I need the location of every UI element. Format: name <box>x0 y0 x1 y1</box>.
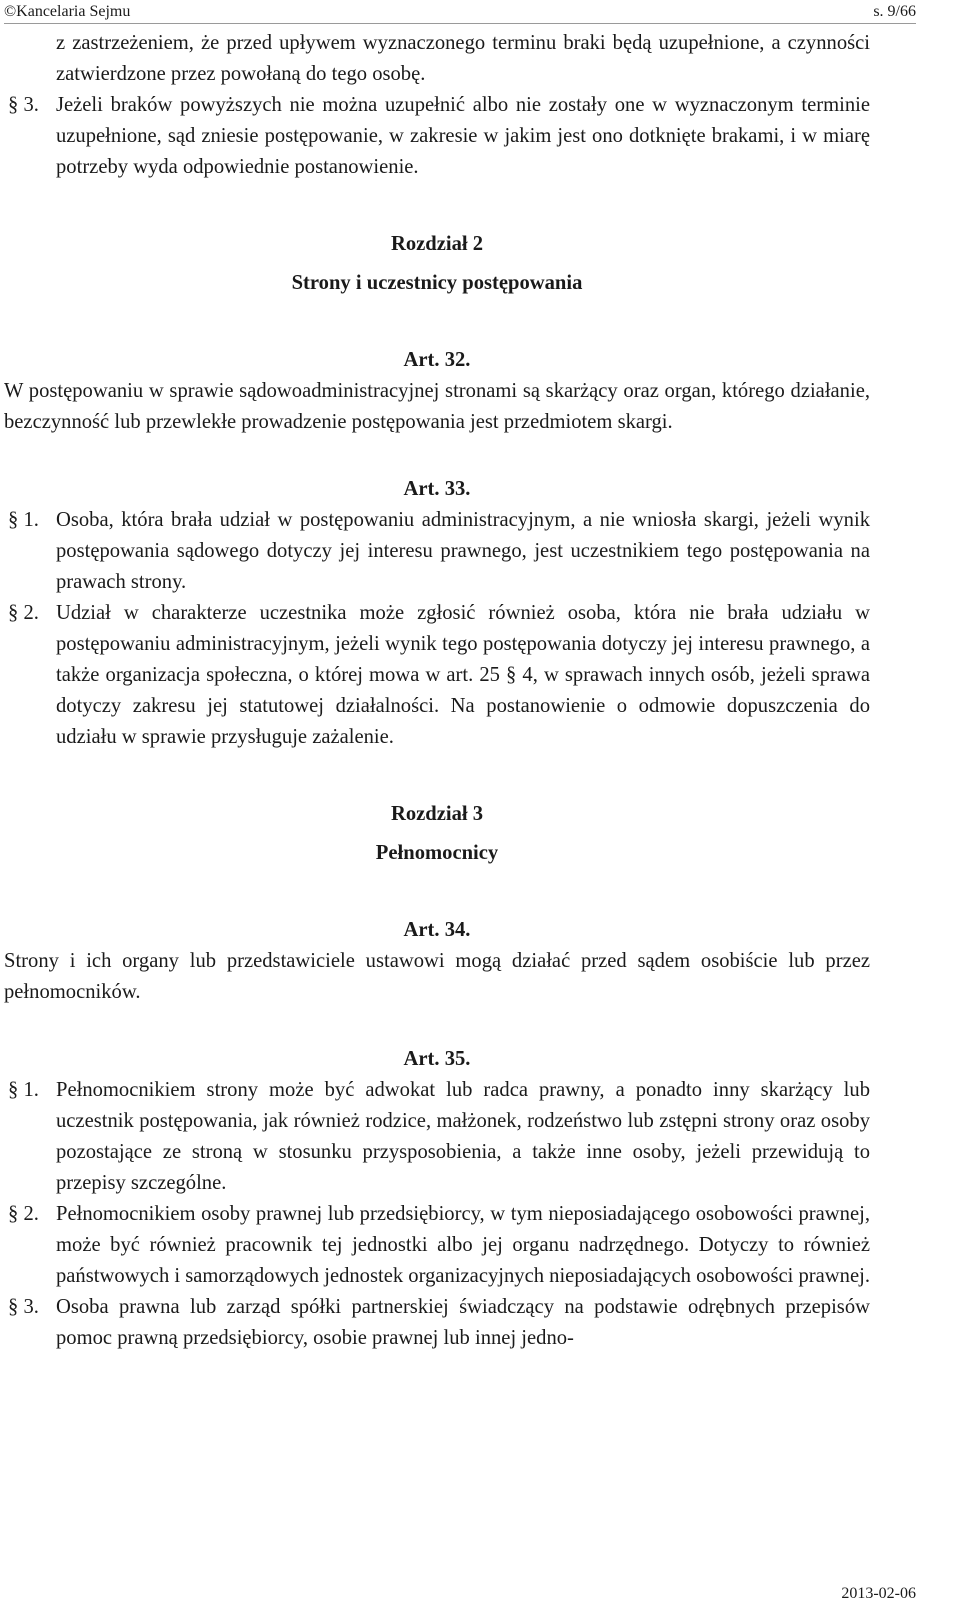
document-body <box>4 28 870 1354</box>
paragraph-continuation: z zastrzeżeniem, że przed upływem wyznaczonego terminu braki będą uzupełnione, a czynności zatwierdzone przez powołaną do tego osobę. <box>56 32 870 85</box>
paragraph-number: § 2. <box>8 1203 39 1225</box>
article-35-title: Art. 35. <box>403 1048 471 1070</box>
paragraph-number: § 3. <box>8 94 39 116</box>
article-35-paragraph-2 <box>4 1199 870 1292</box>
article-32-title: Art. 32. <box>403 349 471 371</box>
paragraph-text: Osoba prawna lub zarząd spółki partnerskiej świadczący na podstawie odrębnych przepisów pomoc prawną przedsiębiorcy, osobie prawnej lub innej jedno- <box>56 1296 870 1349</box>
paragraph-31-3 <box>4 90 870 183</box>
article-32-text: W postępowaniu w sprawie sądowoadministracyjnej stronami są skarżący oraz organ, którego działanie, bezczynność lub przewlekłe prowadzenie postępowania jest przedmiotem skargi. <box>4 380 870 433</box>
article-33-title: Art. 33. <box>403 478 471 500</box>
header-page-number: s. 9/66 <box>873 3 916 20</box>
header-source: ©Kancelaria Sejmu <box>4 3 131 20</box>
article-33-paragraph-2 <box>4 598 870 753</box>
paragraph-number: § 1. <box>8 509 39 531</box>
chapter-2-subtitle: Strony i uczestnicy postępowania <box>291 272 583 294</box>
paragraph-text: Jeżeli braków powyższych nie można uzupełnić albo nie zostały one w wyznaczonym terminie uzupełnione, sąd zniesie postępowanie, w zakresie w jakim jest ono dotknięte brakami, i w miarę potrzeby wyda odpowiednie postanowienie. <box>56 94 870 178</box>
paragraph-number: § 1. <box>8 1079 39 1101</box>
paragraph-text: Udział w charakterze uczestnika może zgłosić również osoba, która nie brała udziału w postępowaniu administracyjnym, jeżeli wynik tego postępowania dotyczy jej interesu prawnego, a także organizacja społeczna, o której mowa w art. 25 § 4, w sprawach innych osób, jeżeli sprawa dotyczy zakresu jej statutowej działalności. Na postanowienie o odmowie dopuszczenia do udziału w sprawie przysługuje zażalenie. <box>56 602 870 748</box>
chapter-3-subtitle: Pełnomocnicy <box>375 842 499 864</box>
page-header <box>4 2 916 24</box>
article-34-text: Strony i ich organy lub przedstawiciele ustawowi mogą działać przed sądem osobiście lub przez pełnomocników. <box>4 950 870 1003</box>
paragraph-text: Pełnomocnikiem strony może być adwokat lub radca prawny, a ponadto inny skarżący lub uczestnik postępowania, jak również rodzice, małżonek, rodzeństwo lub zstępni strony oraz osoby pozostające ze stroną w stosunku przysposobienia, a także inne osoby, jeżeli przewidują to przepisy szczególne. <box>56 1079 870 1194</box>
chapter-2-title: Rozdział 2 <box>390 233 484 255</box>
page-footer-date: 2013-02-06 <box>841 1585 916 1602</box>
paragraph-number: § 2. <box>8 602 39 624</box>
header-rule <box>4 23 916 24</box>
paragraph-number: § 3. <box>8 1296 39 1318</box>
article-35-paragraph-1 <box>4 1075 870 1199</box>
chapter-3-title: Rozdział 3 <box>390 803 484 825</box>
article-34-title: Art. 34. <box>403 919 471 941</box>
paragraph-text: Pełnomocnikiem osoby prawnej lub przedsiębiorcy, w tym nieposiadającego osobowości prawnej, może być również pracownik tej jednostki albo jej organu nadrzędnego. Dotyczy to również państwowych i samorządowych jednostek organizacyjnych nieposiadających osobowości prawnej. <box>56 1203 870 1287</box>
paragraph-text: Osoba, która brała udział w postępowaniu administracyjnym, a nie wniosła skargi, jeżeli wynik postępowania sądowego dotyczy jej interesu prawnego, jest uczestnikiem tego postępowania na prawach strony. <box>56 509 870 593</box>
article-35-paragraph-3 <box>4 1292 870 1354</box>
article-33-paragraph-1 <box>4 505 870 598</box>
